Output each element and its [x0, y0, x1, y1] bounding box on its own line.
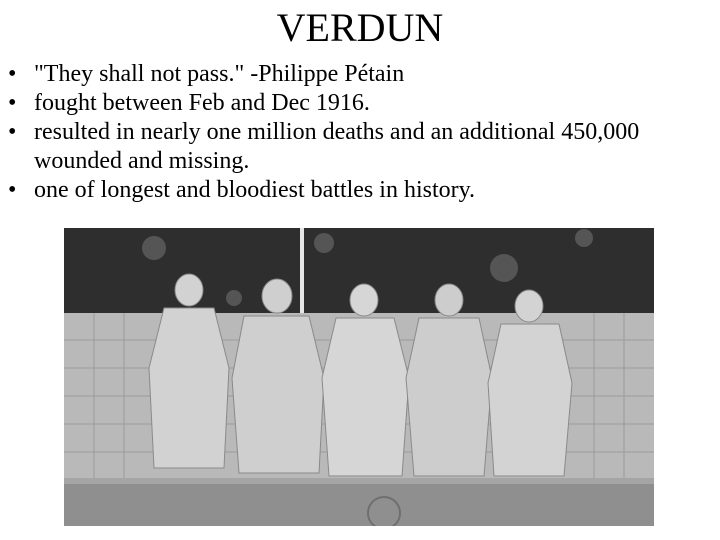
bullet-item-quote: [8, 60, 708, 89]
bullet-text: one of longest and bloodiest battles in history.: [34, 177, 476, 203]
bullet-item-casualties: [8, 118, 708, 176]
bullet-text: fought between Feb and Dec 1916.: [34, 90, 370, 116]
bullet-point-icon: •: [8, 90, 17, 116]
bullet-item-dates: [8, 89, 708, 118]
bullet-point-icon: •: [8, 177, 17, 203]
bullet-text: "They shall not pass." -Philippe Pétain: [34, 61, 405, 87]
bullet-text: resulted in nearly one million deaths and an additional 450,000 wounded and missing.: [34, 119, 640, 174]
bullet-point-icon: •: [8, 119, 17, 145]
slide-title: VERDUN: [276, 5, 444, 50]
verdun-monument-photo: [64, 228, 654, 526]
bullet-point-icon: •: [8, 61, 17, 87]
monument-base: [64, 478, 654, 526]
bullet-item-significance: [8, 176, 708, 205]
bullet-list: [8, 60, 708, 205]
